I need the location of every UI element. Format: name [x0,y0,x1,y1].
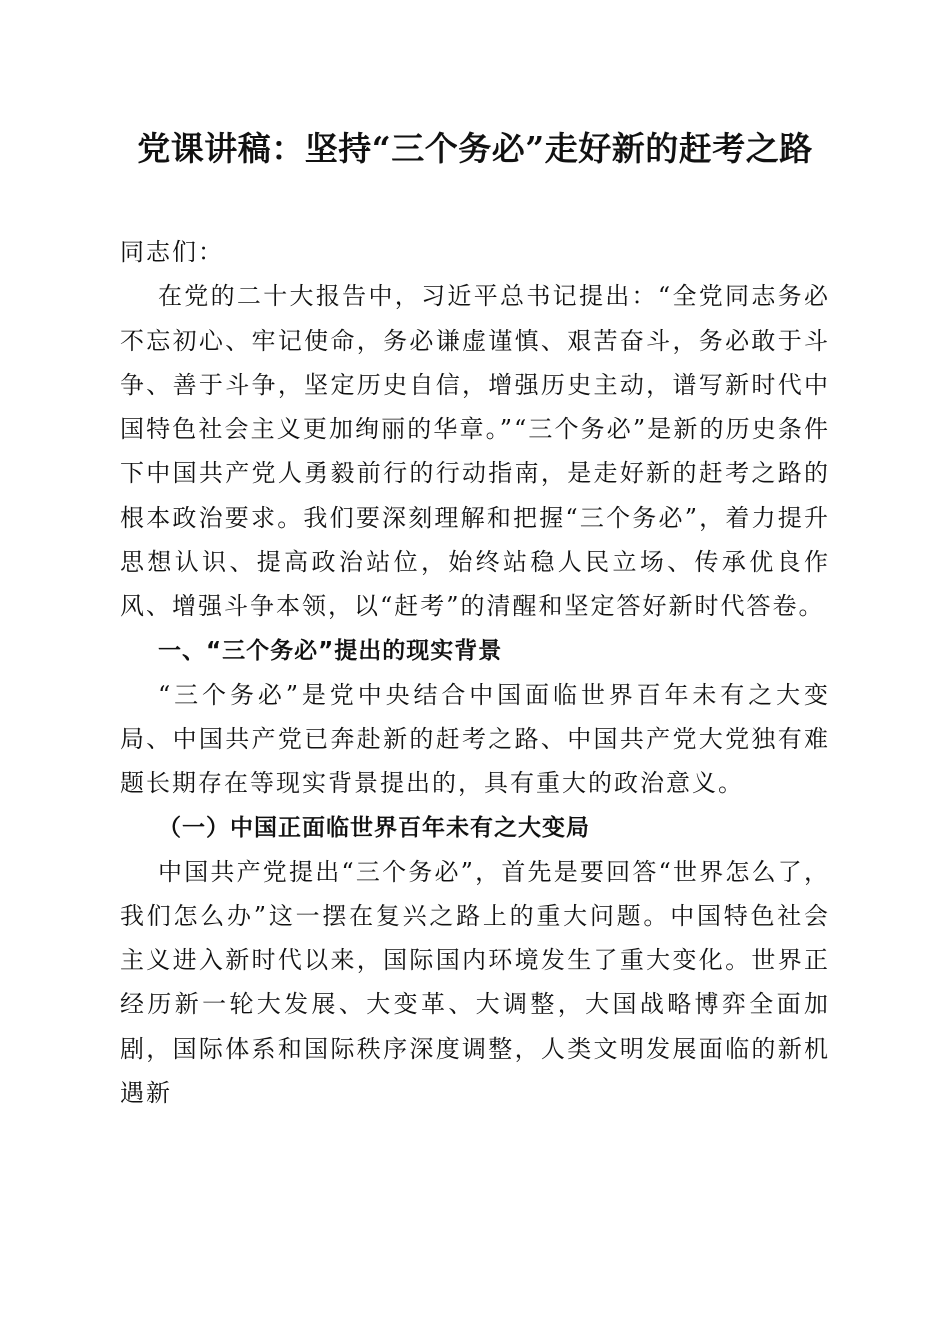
intro-paragraph: 在党的二十大报告中，习近平总书记提出：“全党同志务必不忘初心、牢记使命，务必谦虚谨慎、艰苦奋斗，务必敢于斗争、善于斗争，坚定历史自信，增强历史主动，谱写新时代中国特色社会主义更加绚丽的华章。”“三个务必”是新的历史条件下中国共产党人勇毅前行的行动指南，是走好新的赶考之路的根本政治要求。我们要深刻理解和把握“三个务必”，着力提升思想认识、提高政治站位，始终站稳人民立场、传承优良作风、增强斗争本领，以“赶考”的清醒和坚定答好新时代答卷。 [120,282,830,621]
document-page [120,128,830,1115]
section-1-paragraph: “三个务必”是党中央结合中国面临世界百年未有之大变局、中国共产党已奔赴新的赶考之路、中国共产党大党独有难题长期存在等现实背景提出的，具有重大的政治意义。 [120,680,830,798]
document-title: 党课讲稿：坚持“三个务必”走好新的赶考之路 [137,129,813,168]
subsection-1-paragraph: 中国共产党提出“三个务必”，首先是要回答“世界怎么了，我们怎么办”这一摆在复兴之路上的重大问题。中国特色社会主义进入新时代以来，国际国内环境发生了重大变化。世界正经历新一轮大发展、大变革、大调整，大国战略博弈全面加剧，国际体系和国际秩序深度调整，人类文明发展面临的新机遇新 [120,857,830,1108]
subsection-1-heading: （一）中国正面临世界百年未有之大变局 [158,813,590,841]
greeting: 同志们： [120,238,224,266]
section-1-heading: 一、“三个务必”提出的现实背景 [158,637,503,664]
